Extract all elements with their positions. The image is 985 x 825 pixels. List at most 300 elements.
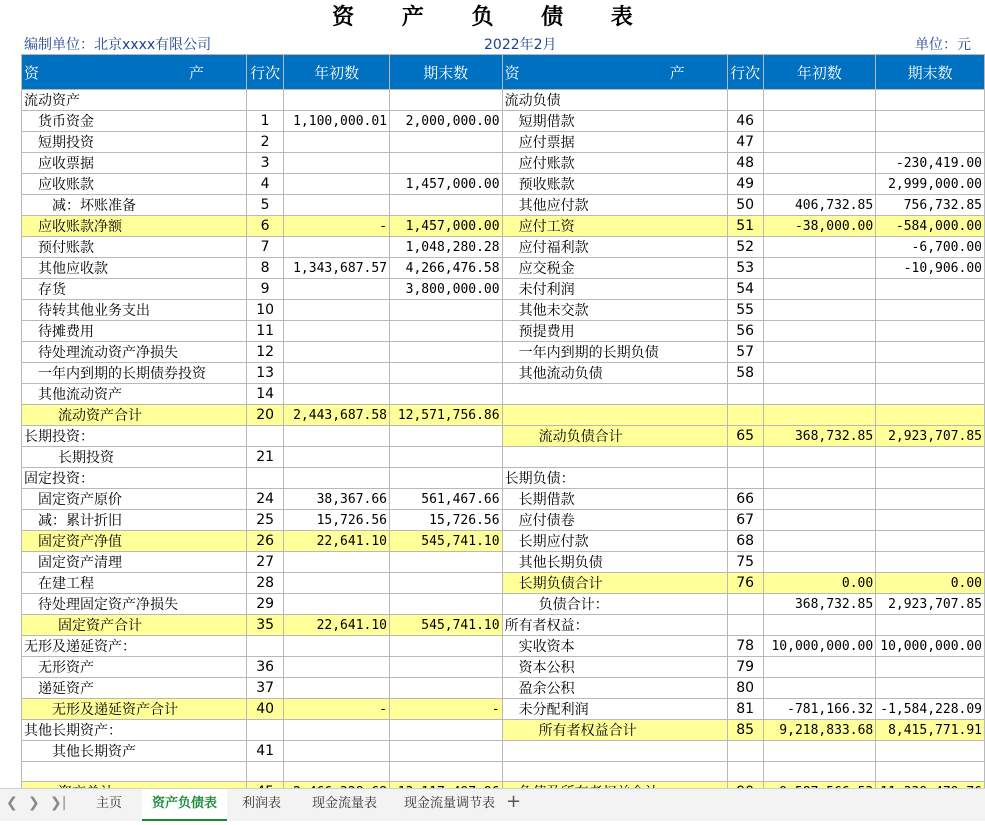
right-end-value[interactable]: [876, 342, 985, 363]
left-line-no[interactable]: 3: [247, 153, 284, 174]
tab-cash-flow-reconciliation[interactable]: 现金流量调节表: [404, 796, 496, 811]
right-begin-value[interactable]: [763, 489, 876, 510]
right-item-name[interactable]: [502, 741, 727, 762]
table-row: [22, 90, 985, 111]
left-begin-value[interactable]: [284, 132, 390, 153]
right-begin-value[interactable]: 368,732.85: [763, 426, 876, 447]
next-sheet-icon[interactable]: ❯: [28, 795, 40, 811]
left-end-value[interactable]: [390, 678, 503, 699]
right-begin-value[interactable]: [763, 468, 876, 489]
left-end-value[interactable]: 545,741.10: [390, 531, 503, 552]
right-begin-value[interactable]: [763, 90, 876, 111]
left-end-value[interactable]: 2,000,000.00: [390, 111, 503, 132]
right-line-no[interactable]: 55: [727, 300, 763, 321]
right-begin-value[interactable]: [763, 300, 876, 321]
right-begin-value[interactable]: [763, 342, 876, 363]
left-begin-value[interactable]: [284, 384, 390, 405]
left-item-name[interactable]: 流动资产: [22, 90, 247, 111]
last-sheet-icon[interactable]: ❯|: [50, 795, 67, 811]
left-line-no[interactable]: 5: [247, 195, 284, 216]
right-line-no[interactable]: 46: [727, 111, 763, 132]
right-begin-value[interactable]: [763, 405, 876, 426]
table-row: [22, 468, 985, 489]
left-end-value[interactable]: [390, 657, 503, 678]
right-item-name[interactable]: 其他应付款: [502, 195, 727, 216]
left-begin-value[interactable]: 22,641.10: [284, 531, 390, 552]
right-begin-value[interactable]: [763, 615, 876, 636]
left-end-value[interactable]: [390, 321, 503, 342]
right-begin-value[interactable]: [763, 237, 876, 258]
left-item-name[interactable]: [22, 762, 247, 782]
left-item-name[interactable]: 固定资产净值: [22, 531, 247, 552]
right-item-name[interactable]: 预提费用: [502, 321, 727, 342]
right-item-name[interactable]: 应付债卷: [502, 510, 727, 531]
left-item-name[interactable]: 固定资产原价: [22, 489, 247, 510]
left-begin-value[interactable]: [284, 447, 390, 468]
right-end-value[interactable]: -230,419.00: [876, 153, 985, 174]
add-sheet-icon[interactable]: +: [506, 791, 522, 812]
left-begin-value[interactable]: 1,343,687.57: [284, 258, 390, 279]
header-begin[interactable]: 年初数: [284, 55, 390, 90]
right-item-name[interactable]: 其他长期负债: [502, 552, 727, 573]
left-item-name[interactable]: 一年内到期的长期债券投资: [22, 363, 247, 384]
right-line-no[interactable]: 53: [727, 258, 763, 279]
left-item-name[interactable]: 长期投资：: [22, 426, 247, 447]
table-row: [22, 699, 985, 720]
right-begin-value[interactable]: [763, 111, 876, 132]
left-line-no[interactable]: [247, 720, 284, 741]
left-begin-value[interactable]: [284, 573, 390, 594]
left-line-no[interactable]: [247, 90, 284, 111]
right-line-no[interactable]: 80: [727, 678, 763, 699]
left-item-name[interactable]: 存货: [22, 279, 247, 300]
table-row: [22, 384, 985, 405]
right-end-value[interactable]: [876, 489, 985, 510]
left-line-no[interactable]: 41: [247, 741, 284, 762]
table-row: [22, 426, 985, 447]
table-row: [22, 489, 985, 510]
right-end-value[interactable]: [876, 363, 985, 384]
left-line-no[interactable]: 36: [247, 657, 284, 678]
left-line-no[interactable]: 8: [247, 258, 284, 279]
left-line-no[interactable]: 29: [247, 594, 284, 615]
left-begin-value[interactable]: [284, 552, 390, 573]
right-line-no[interactable]: [727, 594, 763, 615]
right-end-value[interactable]: [876, 321, 985, 342]
right-end-value[interactable]: [876, 762, 985, 782]
left-item-name[interactable]: 短期投资: [22, 132, 247, 153]
left-begin-value[interactable]: [284, 237, 390, 258]
right-item-name[interactable]: 负债合计：: [502, 594, 727, 615]
right-line-no[interactable]: 81: [727, 699, 763, 720]
left-line-no[interactable]: 7: [247, 237, 284, 258]
right-end-value[interactable]: [876, 132, 985, 153]
table-row: [22, 510, 985, 531]
tab-cash-flow[interactable]: 现金流量表: [312, 796, 378, 811]
left-end-value[interactable]: [390, 636, 503, 657]
right-end-value[interactable]: [876, 468, 985, 489]
left-begin-value[interactable]: [284, 153, 390, 174]
right-item-name[interactable]: 预收账款: [502, 174, 727, 195]
left-line-no[interactable]: [247, 636, 284, 657]
left-line-no[interactable]: 14: [247, 384, 284, 405]
tab-balance-sheet[interactable]: 资产负债表: [142, 789, 227, 821]
left-end-value[interactable]: 545,741.10: [390, 615, 503, 636]
left-end-value[interactable]: [390, 468, 503, 489]
table-row: [22, 153, 985, 174]
right-item-name[interactable]: [502, 447, 727, 468]
right-item-name[interactable]: 未分配利润: [502, 699, 727, 720]
right-end-value[interactable]: 2,923,707.85: [876, 426, 985, 447]
right-begin-value[interactable]: [763, 279, 876, 300]
right-end-value[interactable]: [876, 111, 985, 132]
right-end-value[interactable]: 2,999,000.00: [876, 174, 985, 195]
left-line-no[interactable]: 12: [247, 342, 284, 363]
table-row: [22, 111, 985, 132]
right-line-no[interactable]: 75: [727, 552, 763, 573]
right-item-name[interactable]: 长期应付款: [502, 531, 727, 552]
left-begin-value[interactable]: -: [284, 699, 390, 720]
right-item-name[interactable]: 应付工资: [502, 216, 727, 237]
right-item-name[interactable]: 长期负债合计: [502, 573, 727, 594]
right-end-value[interactable]: [876, 741, 985, 762]
right-end-value[interactable]: -10,906.00: [876, 258, 985, 279]
right-line-no[interactable]: 49: [727, 174, 763, 195]
right-item-name[interactable]: 所有者权益合计: [502, 720, 727, 741]
left-item-name[interactable]: 货币资金: [22, 111, 247, 132]
left-end-value[interactable]: [390, 300, 503, 321]
right-begin-value[interactable]: [763, 447, 876, 468]
left-line-no[interactable]: 25: [247, 510, 284, 531]
left-begin-value[interactable]: 1,100,000.01: [284, 111, 390, 132]
right-line-no[interactable]: 67: [727, 510, 763, 531]
right-item-name[interactable]: 流动负债合计: [502, 426, 727, 447]
right-item-name[interactable]: 应交税金: [502, 258, 727, 279]
left-item-name[interactable]: 其他流动资产: [22, 384, 247, 405]
left-line-no[interactable]: 35: [247, 615, 284, 636]
left-end-value[interactable]: [390, 552, 503, 573]
left-end-value[interactable]: 3,800,000.00: [390, 279, 503, 300]
right-begin-value[interactable]: [763, 153, 876, 174]
right-end-value[interactable]: -6,700.00: [876, 237, 985, 258]
left-begin-value[interactable]: [284, 174, 390, 195]
left-end-value[interactable]: 1,048,280.28: [390, 237, 503, 258]
table-row: [22, 132, 985, 153]
right-line-no[interactable]: 85: [727, 720, 763, 741]
left-line-no[interactable]: 9: [247, 279, 284, 300]
right-end-value[interactable]: [876, 552, 985, 573]
left-end-value[interactable]: [390, 594, 503, 615]
left-end-value[interactable]: 1,457,000.00: [390, 216, 503, 237]
right-item-name[interactable]: 长期负债：: [502, 468, 727, 489]
right-line-no[interactable]: 58: [727, 363, 763, 384]
left-line-no[interactable]: 24: [247, 489, 284, 510]
right-item-name[interactable]: 未付利润: [502, 279, 727, 300]
left-begin-value[interactable]: [284, 678, 390, 699]
right-begin-value[interactable]: [763, 762, 876, 782]
right-begin-value[interactable]: [763, 321, 876, 342]
left-line-no[interactable]: 13: [247, 363, 284, 384]
left-item-name[interactable]: 固定资产清理: [22, 552, 247, 573]
left-item-name[interactable]: 无形资产: [22, 657, 247, 678]
left-item-name[interactable]: 减：坏账准备: [22, 195, 247, 216]
left-line-no[interactable]: 1: [247, 111, 284, 132]
left-line-no[interactable]: [247, 468, 284, 489]
left-item-name[interactable]: 待处理固定资产净损失: [22, 594, 247, 615]
right-line-no[interactable]: [727, 741, 763, 762]
table-row: [22, 363, 985, 384]
right-item-name[interactable]: [502, 762, 727, 782]
right-item-name[interactable]: 长期借款: [502, 489, 727, 510]
left-end-value[interactable]: [390, 720, 503, 741]
left-item-name[interactable]: 长期投资: [22, 447, 247, 468]
table-row: [22, 678, 985, 699]
left-begin-value[interactable]: [284, 657, 390, 678]
left-line-no[interactable]: 28: [247, 573, 284, 594]
left-end-value[interactable]: [390, 426, 503, 447]
right-end-value[interactable]: [876, 615, 985, 636]
left-end-value[interactable]: [390, 153, 503, 174]
right-begin-value[interactable]: [763, 741, 876, 762]
header-line[interactable]: 行次: [247, 55, 284, 90]
right-line-no[interactable]: 57: [727, 342, 763, 363]
header-begin-right[interactable]: 年初数: [763, 55, 876, 90]
right-line-no[interactable]: 52: [727, 237, 763, 258]
right-end-value[interactable]: [876, 384, 985, 405]
table-row: [22, 636, 985, 657]
right-item-name[interactable]: 短期借款: [502, 111, 727, 132]
left-begin-value[interactable]: [284, 342, 390, 363]
right-begin-value[interactable]: [763, 657, 876, 678]
left-line-no[interactable]: 26: [247, 531, 284, 552]
right-item-name[interactable]: 资本公积: [502, 657, 727, 678]
left-item-name[interactable]: 待处理流动资产净损失: [22, 342, 247, 363]
left-begin-value[interactable]: [284, 636, 390, 657]
left-end-value[interactable]: [390, 447, 503, 468]
left-end-value[interactable]: 12,571,756.86: [390, 405, 503, 426]
left-item-name[interactable]: 其他应收款: [22, 258, 247, 279]
right-line-no[interactable]: [727, 762, 763, 782]
left-end-value[interactable]: [390, 573, 503, 594]
left-item-name[interactable]: 流动资产合计: [22, 405, 247, 426]
left-item-name[interactable]: 固定资产合计: [22, 615, 247, 636]
right-line-no[interactable]: [727, 447, 763, 468]
left-end-value[interactable]: [390, 342, 503, 363]
right-begin-value[interactable]: [763, 363, 876, 384]
right-item-name[interactable]: [502, 384, 727, 405]
right-line-no[interactable]: [727, 468, 763, 489]
left-begin-value[interactable]: -: [284, 216, 390, 237]
right-line-no[interactable]: 66: [727, 489, 763, 510]
right-line-no[interactable]: [727, 90, 763, 111]
right-end-value[interactable]: 8,415,771.91: [876, 720, 985, 741]
left-item-name[interactable]: 无形及递延资产：: [22, 636, 247, 657]
header-line-right[interactable]: 行次: [727, 55, 763, 90]
left-end-value[interactable]: [390, 762, 503, 782]
left-line-no[interactable]: 27: [247, 552, 284, 573]
left-end-value[interactable]: [390, 132, 503, 153]
left-line-no[interactable]: 37: [247, 678, 284, 699]
right-begin-value[interactable]: [763, 132, 876, 153]
right-begin-value[interactable]: 10,000,000.00: [763, 636, 876, 657]
right-line-no[interactable]: 48: [727, 153, 763, 174]
left-line-no[interactable]: 10: [247, 300, 284, 321]
right-line-no[interactable]: 50: [727, 195, 763, 216]
right-begin-value[interactable]: [763, 552, 876, 573]
right-line-no[interactable]: 78: [727, 636, 763, 657]
left-begin-value[interactable]: [284, 195, 390, 216]
left-item-name[interactable]: 应收账款: [22, 174, 247, 195]
left-begin-value[interactable]: [284, 363, 390, 384]
left-item-name[interactable]: 减：累计折旧: [22, 510, 247, 531]
period-label: 2022年2月: [484, 37, 557, 53]
right-line-no[interactable]: 76: [727, 573, 763, 594]
sheet-tab-bar: [0, 788, 985, 821]
left-line-no[interactable]: 40: [247, 699, 284, 720]
right-end-value[interactable]: 10,000,000.00: [876, 636, 985, 657]
right-end-value[interactable]: [876, 405, 985, 426]
table-row: [22, 552, 985, 573]
left-begin-value[interactable]: [284, 279, 390, 300]
right-line-no[interactable]: [727, 384, 763, 405]
left-begin-value[interactable]: 2,443,687.58: [284, 405, 390, 426]
right-item-name[interactable]: 其他流动负债: [502, 363, 727, 384]
left-item-name[interactable]: 无形及递延资产合计: [22, 699, 247, 720]
right-end-value[interactable]: -1,584,228.09: [876, 699, 985, 720]
right-end-value[interactable]: [876, 300, 985, 321]
left-item-name[interactable]: 预付账款: [22, 237, 247, 258]
right-begin-value[interactable]: 9,218,833.68: [763, 720, 876, 741]
right-item-name[interactable]: 其他未交款: [502, 300, 727, 321]
right-line-no[interactable]: 56: [727, 321, 763, 342]
left-begin-value[interactable]: [284, 594, 390, 615]
right-end-value[interactable]: [876, 279, 985, 300]
left-end-value[interactable]: [390, 741, 503, 762]
right-item-name[interactable]: 应付福利款: [502, 237, 727, 258]
left-begin-value[interactable]: [284, 741, 390, 762]
left-item-name[interactable]: 递延资产: [22, 678, 247, 699]
left-line-no[interactable]: 20: [247, 405, 284, 426]
left-line-no[interactable]: 6: [247, 216, 284, 237]
right-begin-value[interactable]: -781,166.32: [763, 699, 876, 720]
right-begin-value[interactable]: 0.00: [763, 573, 876, 594]
right-line-no[interactable]: 51: [727, 216, 763, 237]
right-begin-value[interactable]: [763, 678, 876, 699]
left-begin-value[interactable]: [284, 468, 390, 489]
right-item-name[interactable]: 一年内到期的长期负债: [502, 342, 727, 363]
right-begin-value[interactable]: 368,732.85: [763, 594, 876, 615]
right-line-no[interactable]: [727, 615, 763, 636]
right-item-name[interactable]: [502, 405, 727, 426]
right-begin-value[interactable]: [763, 174, 876, 195]
left-item-name[interactable]: 待摊费用: [22, 321, 247, 342]
left-item-name[interactable]: 在建工程: [22, 573, 247, 594]
right-item-name[interactable]: 所有者权益：: [502, 615, 727, 636]
right-item-name[interactable]: 应付账款: [502, 153, 727, 174]
first-sheet-icon[interactable]: ❮: [6, 795, 18, 811]
left-begin-value[interactable]: [284, 762, 390, 782]
left-begin-value[interactable]: [284, 90, 390, 111]
right-item-name[interactable]: 实收资本: [502, 636, 727, 657]
left-begin-value[interactable]: [284, 300, 390, 321]
left-item-name[interactable]: 其他长期资产: [22, 741, 247, 762]
right-end-value[interactable]: [876, 447, 985, 468]
right-begin-value[interactable]: 406,732.85: [763, 195, 876, 216]
left-begin-value[interactable]: [284, 321, 390, 342]
table-row: [22, 342, 985, 363]
left-end-value[interactable]: -: [390, 699, 503, 720]
left-item-name[interactable]: 固定投资：: [22, 468, 247, 489]
left-line-no[interactable]: 2: [247, 132, 284, 153]
right-begin-value[interactable]: [763, 510, 876, 531]
right-end-value[interactable]: 2,923,707.85: [876, 594, 985, 615]
left-end-value[interactable]: [390, 384, 503, 405]
right-line-no[interactable]: 47: [727, 132, 763, 153]
right-end-value[interactable]: [876, 657, 985, 678]
table-row: [22, 300, 985, 321]
right-item-name[interactable]: 应付票据: [502, 132, 727, 153]
right-begin-value[interactable]: [763, 258, 876, 279]
left-end-value[interactable]: [390, 195, 503, 216]
right-end-value[interactable]: 0.00: [876, 573, 985, 594]
right-line-no[interactable]: 79: [727, 657, 763, 678]
left-item-name[interactable]: 其他长期资产：: [22, 720, 247, 741]
right-end-value[interactable]: [876, 510, 985, 531]
left-item-name[interactable]: 应收账款净额: [22, 216, 247, 237]
right-line-no[interactable]: 68: [727, 531, 763, 552]
left-end-value[interactable]: [390, 363, 503, 384]
left-end-value[interactable]: 15,726.56: [390, 510, 503, 531]
left-begin-value[interactable]: [284, 720, 390, 741]
left-begin-value[interactable]: 38,367.66: [284, 489, 390, 510]
right-line-no[interactable]: 65: [727, 426, 763, 447]
header-liability[interactable]: 资 产: [502, 55, 727, 90]
right-end-value[interactable]: [876, 531, 985, 552]
right-item-name[interactable]: 盈余公积: [502, 678, 727, 699]
right-begin-value[interactable]: -38,000.00: [763, 216, 876, 237]
right-end-value[interactable]: [876, 90, 985, 111]
right-begin-value[interactable]: [763, 384, 876, 405]
left-line-no[interactable]: 21: [247, 447, 284, 468]
left-line-no[interactable]: 11: [247, 321, 284, 342]
right-end-value[interactable]: 756,732.85: [876, 195, 985, 216]
left-begin-value[interactable]: 22,641.10: [284, 615, 390, 636]
table-row: [22, 594, 985, 615]
right-begin-value[interactable]: [763, 531, 876, 552]
left-begin-value[interactable]: 15,726.56: [284, 510, 390, 531]
right-line-no[interactable]: 54: [727, 279, 763, 300]
left-end-value[interactable]: [390, 90, 503, 111]
header-end[interactable]: 期末数: [390, 55, 503, 90]
header-end-right[interactable]: 期末数: [876, 55, 985, 90]
header-asset[interactable]: 资 产: [22, 55, 247, 90]
left-line-no[interactable]: [247, 762, 284, 782]
tab-home[interactable]: 主页: [96, 796, 123, 811]
left-item-name[interactable]: 待转其他业务支出: [22, 300, 247, 321]
right-item-name[interactable]: 流动负债: [502, 90, 727, 111]
left-end-value[interactable]: 561,467.66: [390, 489, 503, 510]
left-line-no[interactable]: 4: [247, 174, 284, 195]
right-line-no[interactable]: [727, 405, 763, 426]
left-line-no[interactable]: [247, 426, 284, 447]
left-begin-value[interactable]: [284, 426, 390, 447]
tab-income-statement[interactable]: 利润表: [242, 796, 282, 811]
left-end-value[interactable]: 4,266,476.58: [390, 258, 503, 279]
left-item-name[interactable]: 应收票据: [22, 153, 247, 174]
left-end-value[interactable]: 1,457,000.00: [390, 174, 503, 195]
right-end-value[interactable]: -584,000.00: [876, 216, 985, 237]
right-end-value[interactable]: [876, 678, 985, 699]
